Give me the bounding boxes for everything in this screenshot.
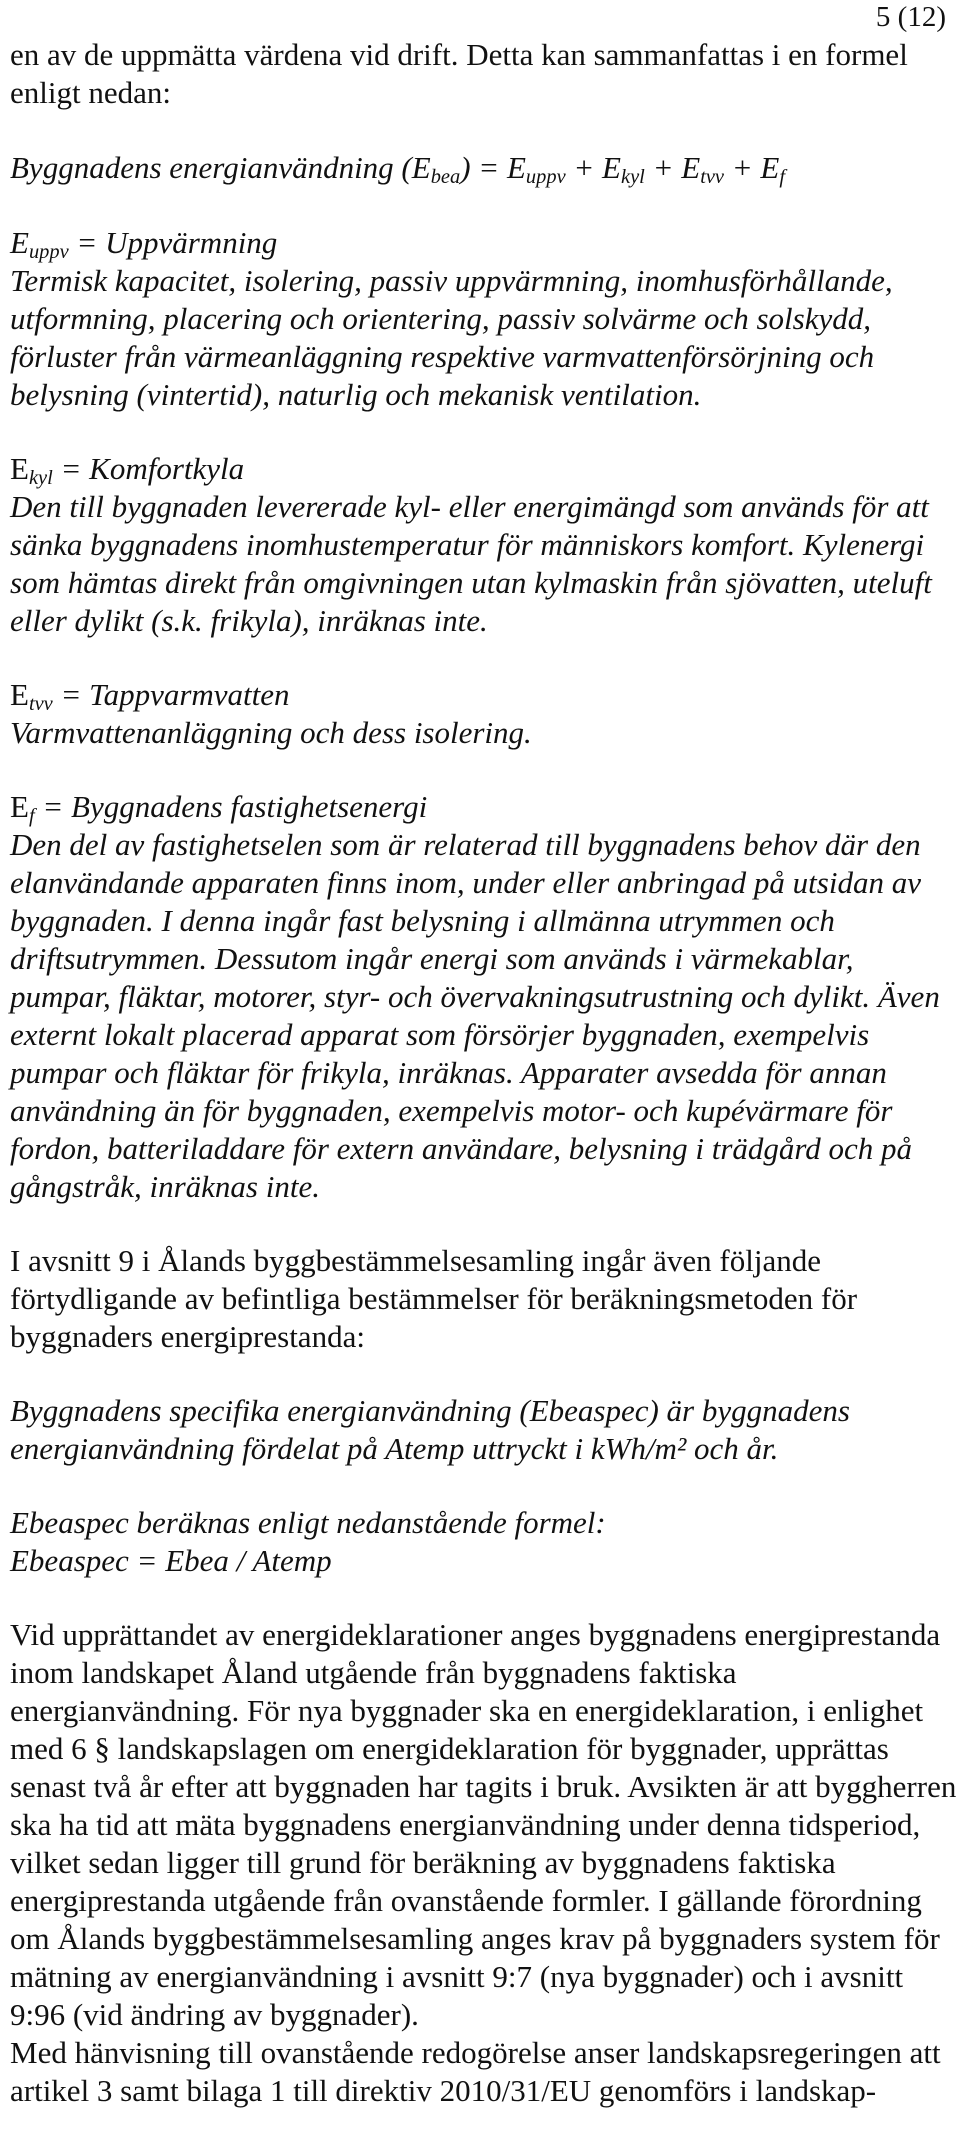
formula-t4-sub: f: [779, 166, 786, 189]
formula-plus2: + E: [644, 150, 701, 185]
formula-t3-sub: tvv: [700, 166, 725, 189]
definition-f: [10, 788, 958, 1206]
definition-kyl: [10, 450, 958, 640]
ebeaspec-formula-block: [10, 1504, 958, 1580]
definition-uppv: [10, 224, 958, 414]
avsnitt9-paragraph: I avsnitt 9 i Ålands byggbestämmelsesamling ingår även följande förtydligande av befintliga bestämmelser för beräkningsmetoden för byggnaders energiprestanda:: [10, 1243, 858, 1354]
ebeaspec-formula: Ebeaspec = Ebea / Atemp: [10, 1543, 332, 1578]
definition-uppv-heading: $E_{uppv}$ = Uppvärmning: [10, 225, 278, 264]
definition-kyl-body: Den till byggnaden levererade kyl- eller energimängd som används för att sänka byggnadens inomhustemperatur för människors komfort. Kylenergi som hämtas direkt från omgivningen utan kylmaskin från sjövatten, uteluft eller dylikt (s.k. frikyla), inräknas inte.: [10, 489, 932, 638]
reference-paragraph: Med hänvisning till ovanstående redogörelse anser landskapsregeringen att artikel 3 samt bilaga 1 till direktiv 2010/31/EU genomförs i landskap-: [10, 2035, 941, 2108]
definition-tvv-body: Varmvattenanläggning och dess isolering.: [10, 715, 532, 750]
intro-paragraph: en av de uppmätta värdena vid drift. Detta kan sammanfattas i en formel enligt nedan:: [10, 37, 908, 110]
definition-uppv-body: Termisk kapacitet, isolering, passiv uppvärmning, inomhusförhållande, utformning, placering och orientering, passiv solvärme och solskydd, förluster från värmeanläggning respektive varmvattenförsörjning och belysning (vintertid), naturlig och mekanisk ventilation.: [10, 263, 893, 412]
energy-formula: [10, 149, 958, 187]
definition-kyl-heading: $E_{kyl}$ = Komfortkyla: [10, 451, 245, 490]
definition-tvv-heading: $E_{tvv}$ = Tappvarmvatten: [10, 677, 290, 716]
specific-energy-paragraph: Byggnadens specifika energianvändning (Ebeaspec) är byggnadens energianvändning fördelat på Atemp uttryckt i kWh/m² och år.: [10, 1393, 850, 1466]
definition-tvv: [10, 676, 958, 752]
definition-f-heading: $E_f$ = Byggnadens fastighetsenergi: [10, 789, 428, 828]
definition-f-body: Den del av fastighetselen som är relaterad till byggnadens behov där den elanvändande apparaten finns inom, under eller anbringad på utsidan av byggnaden. I denna ingår fast belysning i allmänna utrymmen och driftsutrymmen. Dessutom ingår energi som används i värmekablar, pumpar, fläktar, motorer, styr- och övervakningsutrustning och dylikt. Även externt lokalt placerad apparat som försörjer byggnaden, exempelvis pumpar och fläktar för frikyla, inräknas. Apparater avsedda för annan användning än för byggnaden, exempelvis motor- och kupévärmare för fordon, batteriladdare för extern användare, belysning i trädgård och på gångstråk, inräknas inte.: [10, 827, 940, 1204]
page-content: [10, 36, 958, 2110]
formula-t2-sub: kyl: [621, 166, 645, 189]
formula-plus1: + E: [565, 150, 621, 185]
energy-declaration-paragraph: Vid upprättandet av energideklarationer anges byggnadens energiprestanda inom landskapet Åland utgående från byggnadens faktiska energianvändning. För nya byggnader ska en energideklaration, i enlighet med 6 § landskapslagen om energideklaration för byggnader, upprättas senast två år efter att byggnaden har tagits i bruk. Avsikten är att byggherren ska ha tid att mäta byggnadens energianvändning under denna tidsperiod, vilket sedan ligger till grund för beräkning av byggnadens faktiska energiprestanda utgående från ovanstående formler. I gällande förordning om Ålands byggbestämmelsesamling anges krav på byggnaders system för mätning av energianvändning i avsnitt 9:7 (nya byggnader) och i avsnitt 9:96 (vid ändring av byggnader).: [10, 1617, 957, 2032]
formula-t1-sub: uppv: [525, 166, 566, 189]
formula-lhs: Byggnadens energianvändning (E: [10, 150, 431, 185]
formula-mid: ) = E: [460, 150, 526, 185]
ebeaspec-intro: Ebeaspec beräknas enligt nedanstående formel:: [10, 1505, 606, 1540]
formula-lhs-sub: bea: [430, 166, 461, 189]
formula-plus3: + E: [724, 150, 780, 185]
page-number: 5 (12): [875, 1, 946, 33]
